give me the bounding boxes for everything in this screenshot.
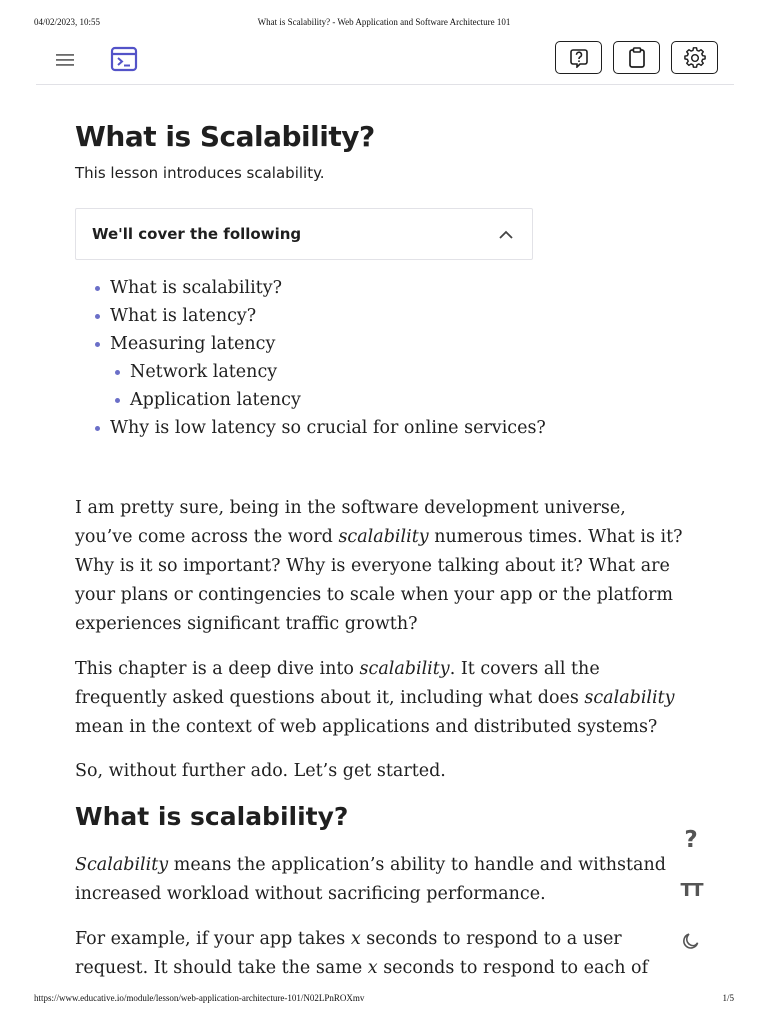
toc-item-scalability[interactable] (75, 275, 546, 303)
toc-item-measuring-latency[interactable] (75, 331, 546, 359)
dark-mode-button[interactable] (676, 932, 706, 954)
toc-item-network-latency[interactable] (75, 359, 546, 387)
cover-toggle[interactable] (75, 208, 533, 260)
print-page-title: What is Scalability? - Web Application and Software Architecture 101 (257, 17, 511, 27)
moon-icon (682, 932, 700, 950)
toc-item-label: What is scalability? (110, 278, 282, 298)
lesson-title: What is Scalability? (75, 120, 375, 153)
bullet-dot (95, 426, 100, 431)
print-date: 04/02/2023, 10:55 (34, 17, 101, 27)
toc-item-latency[interactable] (75, 303, 546, 331)
table-of-contents (75, 275, 546, 443)
intro-paragraph: I am pretty sure, being in the software development universe, you’ve come across the word scalability numerous times. What is it? Why is it so important? Why is everyone talking about it? What are your plans or contingencies to scale when your app or the platform experiences significant traffic growth? (75, 498, 683, 634)
help-float-button[interactable]: ? (684, 827, 698, 853)
toc-item-label: Measuring latency (110, 334, 276, 354)
lesson-subtitle: This lesson introduces scalability. (75, 164, 325, 182)
hamburger-menu-icon[interactable] (52, 48, 78, 72)
bullet-dot (95, 314, 100, 319)
print-header (0, 17, 768, 31)
cover-label: We'll cover the following (92, 225, 302, 243)
print-url: https://www.educative.io/module/lesson/web-application-architecture-101/N02LPnROXmv (34, 993, 365, 1003)
settings-button[interactable] (671, 41, 718, 74)
toc-item-label: Network latency (130, 362, 278, 382)
text-size-button[interactable]: TT (680, 880, 702, 901)
toc-item-label: Application latency (130, 390, 301, 410)
question-box-icon (569, 48, 589, 68)
bullet-dot (115, 398, 120, 403)
definition-paragraph: Scalability means the application’s ability to handle and withstand increased workload without sacrificing performance. (75, 855, 666, 904)
print-footer (0, 993, 768, 1007)
toc-item-low-latency[interactable] (75, 415, 546, 443)
toc-item-application-latency[interactable] (75, 387, 546, 415)
start-paragraph: So, without further ado. Let’s get started. (75, 761, 446, 781)
clipboard-button[interactable] (613, 41, 660, 74)
bullet-dot (115, 370, 120, 375)
chevron-up-icon (498, 228, 514, 242)
top-toolbar (36, 38, 734, 85)
chapter-paragraph: This chapter is a deep dive into scalability. It covers all the frequently asked questions about it, including what does scalability mean in the context of web applications and distributed systems? (75, 659, 675, 737)
ask-question-button[interactable] (555, 41, 602, 74)
bullet-dot (95, 286, 100, 291)
toc-item-label: Why is low latency so crucial for online services? (110, 418, 546, 438)
print-page-number: 1/5 (722, 993, 734, 1003)
example-paragraph: For example, if your app takes x seconds to respond to a user request. It should take the same x seconds to respond to each of (75, 929, 649, 978)
clipboard-icon (628, 47, 646, 68)
terminal-window-icon[interactable] (110, 46, 138, 72)
bullet-dot (95, 342, 100, 347)
section-heading: What is scalability? (75, 802, 349, 831)
gear-icon (684, 47, 706, 69)
toc-item-label: What is latency? (110, 306, 257, 326)
